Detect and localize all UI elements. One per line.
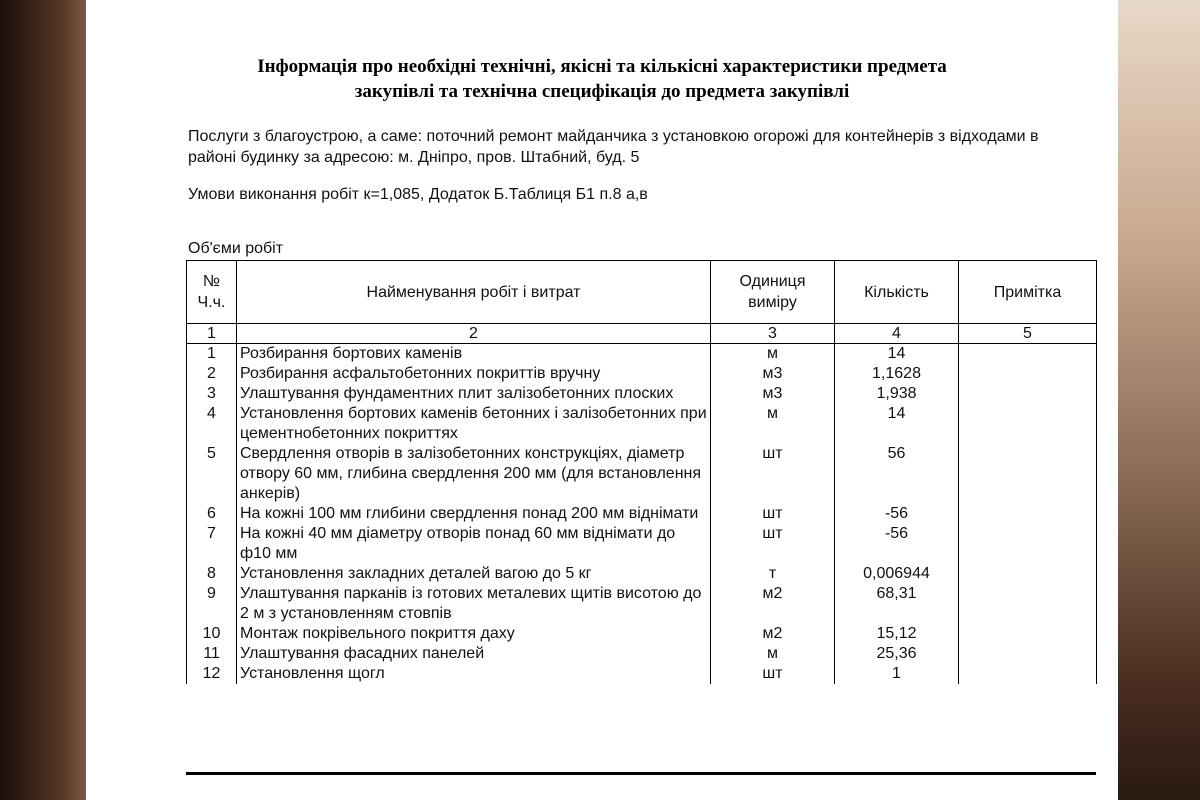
row-quantity: 25,36 [835,644,959,664]
row-unit: шт [711,504,835,524]
row-quantity: 0,006944 [835,564,959,584]
row-number: 12 [187,664,237,684]
row-unit: м2 [711,624,835,644]
row-work-name: Свердлення отворів в залізобетонних конструкціях, діаметр отвору 60 мм, глибина свердлення 200 мм (для встановлення анкерів) [237,444,711,504]
row-work-name: Улаштування фасадних панелей [237,644,711,664]
table-row [187,384,1097,404]
table-row [187,664,1097,684]
row-quantity: 68,31 [835,584,959,624]
table-row [187,644,1097,664]
row-quantity: 1,1628 [835,364,959,384]
document-title [86,54,1118,104]
row-work-name: Монтаж покрівельного покриття даху [237,624,711,644]
row-work-name: Розбирання асфальтобетонних покриттів вручну [237,364,711,384]
row-number: 2 [187,364,237,384]
header-qty: Кількість [835,261,959,324]
row-work-name: Установлення бортових каменів бетонних і залізобетонних при цементнобетонних покриттях [237,404,711,444]
column-number: 5 [959,324,1097,344]
section-label: Об'єми робіт [188,240,284,257]
column-number: 1 [187,324,237,344]
row-note [959,564,1097,584]
column-number: 3 [711,324,835,344]
column-number: 2 [237,324,711,344]
row-number: 9 [187,584,237,624]
row-number: 6 [187,504,237,524]
table-row [187,584,1097,624]
table-row [187,364,1097,384]
row-work-name: Установлення закладних деталей вагою до 5 кг [237,564,711,584]
row-unit: м3 [711,364,835,384]
row-unit: м2 [711,584,835,624]
row-note [959,624,1097,644]
background-right [1118,0,1200,800]
row-work-name: Улаштування фундаментних плит залізобетонних плоских [237,384,711,404]
background-left [0,0,86,800]
row-work-name: Улаштування парканів із готових металевих щитів висотою до 2 м з установленням стовпів [237,584,711,624]
row-quantity: 1,938 [835,384,959,404]
row-note [959,404,1097,444]
row-number: 3 [187,384,237,404]
table-row [187,344,1097,365]
row-quantity: 15,12 [835,624,959,644]
row-number: 8 [187,564,237,584]
row-work-name: На кожні 100 мм глибини свердлення понад 200 мм віднімати [237,504,711,524]
work-conditions: Умови виконання робіт к=1,085, Додаток Б.Таблиця Б1 п.8 а,в [188,186,648,203]
row-work-name: Розбирання бортових каменів [237,344,711,365]
table-row [187,444,1097,504]
row-note [959,444,1097,504]
title-line-2: закупівлі та технічна специфікація до предмета закупівлі [354,81,850,102]
row-note [959,584,1097,624]
row-number: 7 [187,524,237,564]
column-number: 4 [835,324,959,344]
row-number: 1 [187,344,237,365]
row-note [959,344,1097,365]
table-header-row [187,261,1097,324]
row-note [959,384,1097,404]
table-row [187,524,1097,564]
row-work-name: На кожні 40 мм діаметру отворів понад 60 мм віднімати до ф10 мм [237,524,711,564]
row-note [959,364,1097,384]
table-row [187,504,1097,524]
row-unit: шт [711,444,835,504]
row-note [959,664,1097,684]
row-quantity: 56 [835,444,959,504]
document-page [86,0,1118,800]
header-note: Примітка [959,261,1097,324]
column-number-row [187,324,1097,344]
header-unit: Одиниця виміру [711,261,835,324]
row-number: 5 [187,444,237,504]
row-unit: шт [711,524,835,564]
row-unit: м3 [711,384,835,404]
works-table [186,260,1097,684]
header-name: Найменування робіт і витрат [237,261,711,324]
table-row [187,404,1097,444]
row-work-name: Установлення щогл [237,664,711,684]
row-quantity: -56 [835,504,959,524]
bottom-divider [186,772,1096,775]
row-quantity: 14 [835,344,959,365]
row-quantity: -56 [835,524,959,564]
row-note [959,504,1097,524]
services-description: Послуги з благоустрою, а саме: поточний ремонт майданчика з установкою огорожі для контейнерів з відходами в районі будинку за адресою: м. Дніпро, пров. Штабний, буд. 5 [188,128,1039,166]
row-unit: шт [711,664,835,684]
title-line-1: Інформація про необхідні технічні, якісні та кількісні характеристики предмета [257,56,947,77]
header-num: № Ч.ч. [187,261,237,324]
row-unit: т [711,564,835,584]
row-number: 10 [187,624,237,644]
row-number: 4 [187,404,237,444]
row-quantity: 1 [835,664,959,684]
row-unit: м [711,344,835,365]
row-unit: м [711,644,835,664]
row-note [959,644,1097,664]
row-note [959,524,1097,564]
table-row [187,564,1097,584]
row-quantity: 14 [835,404,959,444]
row-number: 11 [187,644,237,664]
table-row [187,624,1097,644]
row-unit: м [711,404,835,444]
